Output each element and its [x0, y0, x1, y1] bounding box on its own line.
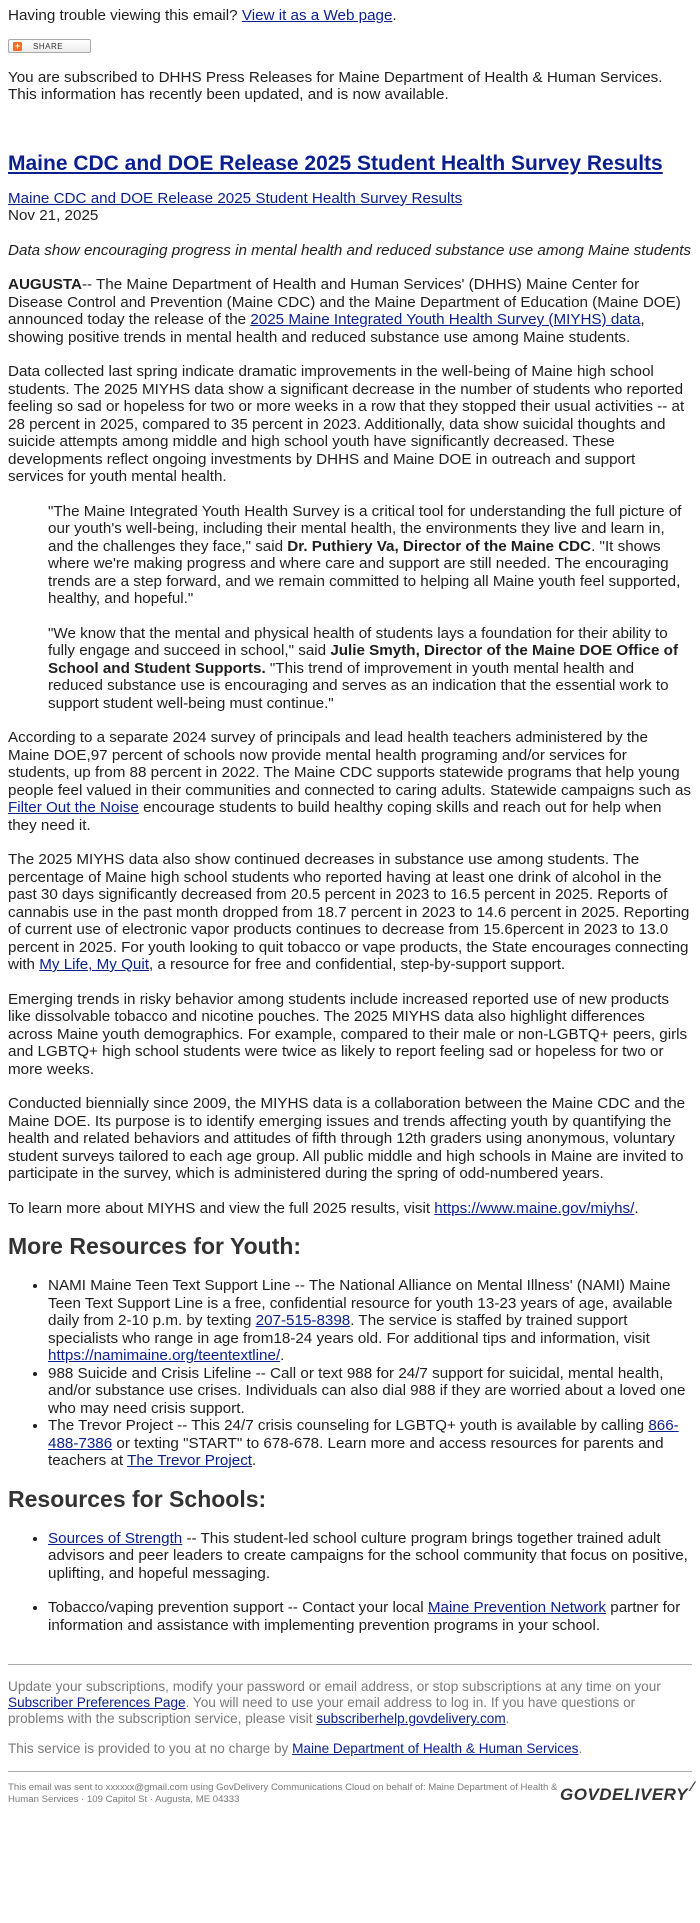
paragraph-4	[8, 851, 692, 974]
paragraph-2: Data collected last spring indicate dramatic improvements in the well-being of Maine high school students. The 2025 MIYHS data show a significant decrease in the number of students who reported feeling so sad or hopeless for two or more weeks in a row that they stopped their usual activities -- at 28 percent in 2025, compared to 35 percent in 2023. Additionally, data show suicidal thoughts and suicide attempts among middle and high school youth have significantly decreased. These developments reflect ongoing investments by DHHS and Maine DOE in outreach and support services for youth mental health.	[8, 363, 685, 485]
sent-to-notice: This email was sent to xxxxxx@gmail.com using GovDelivery Communications Cloud on behalf of: Maine Department of Health & Human Services · 109 Capitol St · Augusta, ME 04333	[8, 1782, 558, 1805]
maine-prevention-network-link[interactable]: Maine Prevention Network	[427, 1599, 607, 1616]
trevor-text-c: .	[252, 1452, 257, 1469]
sources-of-strength-link[interactable]: Sources of Strength	[48, 1529, 183, 1547]
schools-resources-heading: Resources for Schools:	[8, 1485, 267, 1512]
list-item	[48, 1599, 692, 1634]
trouble-text: Having trouble viewing this email?	[8, 7, 242, 24]
q1-text-b: . "It shows where we're making progress and where care and support are still needed. The encouraging trends are a step forward, and we remain committed to helping all Maine youth feel supported, healthy, and hopeful."	[48, 537, 681, 607]
logo-mark-icon: ⁄	[691, 1778, 694, 1794]
footer-text-c: .	[505, 1711, 510, 1726]
article-subtitle-link[interactable]: Maine CDC and DOE Release 2025 Student Health Survey Results	[8, 189, 463, 207]
tobacco-text-b: partner for information and assistance with implementing prevention programs in your school.	[48, 1599, 681, 1634]
dhhs-link[interactable]: Maine Department of Health & Human Services	[292, 1741, 579, 1756]
footer-provider	[8, 1741, 692, 1757]
provider-text-a: This service is provided to you at no charge by	[8, 1741, 293, 1756]
p3-text-a: According to a separate 2024 survey of principals and lead health teachers administered by the Maine DOE,97 percent of schools now provide mental health programing and/or services for students, up from 88 percent in 2022. The Maine CDC supports statewide programs that help young people feel valued in their communities and connected to caring adults. Statewide campaigns such as	[8, 729, 691, 799]
tobacco-text-a: Tobacco/vaping prevention support -- Contact your local	[48, 1599, 428, 1616]
filter-out-noise-link[interactable]: Filter Out the Noise	[8, 799, 139, 816]
subtitle-line	[8, 190, 692, 208]
nami-text-a: NAMI Maine Teen Text Support Line -- The National Alliance on Mental Illness' (NAMI) Maine Teen Text Support Line is a free, confidential resource for youth 13-23 years of age, available daily from 2-10 p.m. by texting	[48, 1277, 673, 1329]
p7-text-b: .	[634, 1199, 639, 1217]
miyhs-url-link[interactable]: https://www.maine.gov/miyhs/	[434, 1199, 635, 1217]
footer-subscriptions	[8, 1679, 692, 1727]
footer-text-a: Update your subscriptions, modify your password or email address, or stop subscriptions at any time on your	[8, 1679, 661, 1694]
p7-text-a: To learn more about MIYHS and view the full 2025 results, visit	[8, 1199, 435, 1217]
share-button[interactable]	[8, 39, 91, 53]
paragraph-3	[8, 729, 692, 834]
nami-text-b: . The service is staffed by trained support specialists who range in age from18-24 years old. For additional tips and information, visit	[48, 1312, 650, 1347]
quote-1	[48, 503, 692, 608]
govdelivery-logo[interactable]	[560, 1778, 694, 1804]
trevor-text-a: The Trevor Project -- This 24/7 crisis counseling for LGBTQ+ youth is available by calling	[48, 1417, 649, 1434]
list-item	[48, 1530, 692, 1583]
p4-text-a: The 2025 MIYHS data also show continued decreases in substance use among students. The percentage of Maine high school students who reported having at least one drink of alcohol in the past 30 days significantly decreased from 20.5 percent in 2023 to 16.5 percent in 2025. Reports of cannabis use in the past month dropped from 18.7 percent in 2023 to 14.6 percent in 2025. Reporting of current use of electronic vapor products continues to decrease from 15.6percent in 2023 to 13.0 percent in 2025. For youth looking to quit tobacco or vape products, the State encourages connecting with	[8, 851, 690, 973]
quotes-block	[48, 503, 692, 713]
list-item: • 988 Suicide and Crisis Lifeline -- Call or text 988 for 24/7 support for suicidal, mental health, and/or substance use crises. Individuals can also dial 988 if they are worried about a loved one who may need crisis support.	[48, 1365, 692, 1418]
p1-text-a: -- The Maine Department of Health and Human Services' (DHHS) Maine Center for Disease Control and Prevention (Maine CDC) and the Maine Department of Education (Maine DOE) announced today the release of the	[8, 276, 681, 328]
p4-text-b: , a resource for free and confidential, step-by-support support.	[148, 956, 566, 973]
miyhs-data-link[interactable]: 2025 Maine Integrated Youth Health Survey (MIYHS) data	[250, 311, 641, 328]
trevor-phone-link[interactable]: 866-488-7386	[48, 1417, 679, 1452]
share-label: SHARE	[33, 41, 64, 51]
youth-resources-list	[8, 1277, 692, 1470]
paragraph-6: Conducted biennially since 2009, the MIYHS data is a collaboration between the Maine CDC and the Maine DOE. Its purpose is to identify emerging issues and trends affecting youth by quantifying the health and related behaviors and attitudes of fifth through 12th graders using anonymous, voluntary student surveys tailored to each age group. All public middle and high schools in Maine are invited to participate in the survey, which is administered during the spring of odd-numbered years.	[8, 1095, 686, 1182]
nami-text-c: .	[280, 1347, 285, 1364]
logo-text: GOVDELIVERY	[560, 1785, 688, 1804]
youth-resources-heading: More Resources for Youth:	[8, 1233, 302, 1259]
paragraph-5: Emerging trends in risky behavior among students include increased reported use of new products like dissolvable tobacco and nicotine pouches. The 2025 MIYHS data also highlight differences across Maine youth demographics. For example, compared to their male or non-LGBTQ+ peers, girls and LGBTQ+ high school students were twice as likely to report feeling sad or hopeless for two or more weeks.	[8, 990, 688, 1078]
nami-phone-link[interactable]: 207-515-8398	[255, 1312, 351, 1329]
q2-speaker: Julie Smyth, Director of the Maine DOE Office of School and Student Supports.	[48, 642, 679, 677]
share-plus-icon: +	[14, 40, 21, 51]
email-body	[0, 7, 700, 1826]
trevor-project-link[interactable]: The Trevor Project	[127, 1452, 253, 1469]
web-page-link[interactable]: View it as a Web page	[241, 7, 393, 24]
list-item	[48, 1277, 692, 1365]
provider-text-b: .	[578, 1741, 583, 1756]
paragraph-7	[8, 1200, 692, 1218]
footer-text-b: . You will need to use your email address to log in. If you have questions or problems with the subscription service, please visit	[8, 1695, 636, 1726]
list-item	[48, 1417, 692, 1470]
p3-text-b: encourage students to build healthy coping skills and reach out for help when they need it.	[8, 799, 662, 834]
trouble-end: .	[392, 7, 397, 24]
q2-text-a: "We know that the mental and physical health of students lays a foundation for their ability to fully engage and succeed in school," said	[48, 624, 668, 659]
article-title-link[interactable]: Maine CDC and DOE Release 2025 Student Health Survey Results	[8, 151, 663, 175]
schools-resources-list	[8, 1530, 692, 1635]
subscriber-preferences-link[interactable]: Subscriber Preferences Page	[8, 1695, 186, 1710]
article-title	[8, 152, 692, 176]
quote-2	[48, 625, 692, 713]
paragraph-1	[8, 276, 692, 346]
footer	[8, 1664, 692, 1757]
article-date: Nov 21, 2025	[8, 207, 99, 224]
q1-text-a: "The Maine Integrated Youth Health Survey is a critical tool for understanding the full picture of our youth's well-being, including their mental health, the environments they live and learn in, and the challenges they face," said	[48, 502, 682, 555]
footer-bottom	[8, 1771, 692, 1826]
subscribed-text: You are subscribed to DHHS Press Releases for Maine Department of Health & Human Services. This information has recently been updated, and is now available.	[8, 68, 663, 103]
trevor-text-b: or texting "START" to 678-678. Learn more and access resources for parents and teachers at	[48, 1434, 664, 1469]
p1-text-b: , showing positive trends in mental health and reduced substance use among Maine students.	[8, 311, 645, 346]
subscriber-help-link[interactable]: subscriberhelp.govdelivery.com	[316, 1711, 506, 1726]
trouble-line	[8, 7, 692, 25]
nami-url-link[interactable]: https://namimaine.org/teentextline/	[48, 1347, 281, 1364]
sources-text: -- This student-led school culture program brings together trained adult advisors and peer leaders to create campaigns for the school community that focus on positive, uplifting, and hopeful messaging.	[48, 1529, 688, 1582]
q2-text-b: "This trend of improvement in youth mental health and reduced substance use is encouraging and serves as an indication that the essential work to support student well-being must continue."	[48, 659, 669, 712]
dateline: AUGUSTA	[8, 276, 82, 293]
my-life-my-quit-link[interactable]: My Life, My Quit	[39, 956, 149, 973]
q1-speaker: Dr. Puthiery Va, Director of the Maine CDC	[287, 537, 592, 555]
article-tagline: Data show encouraging progress in mental health and reduced substance use among Maine students	[8, 241, 692, 259]
